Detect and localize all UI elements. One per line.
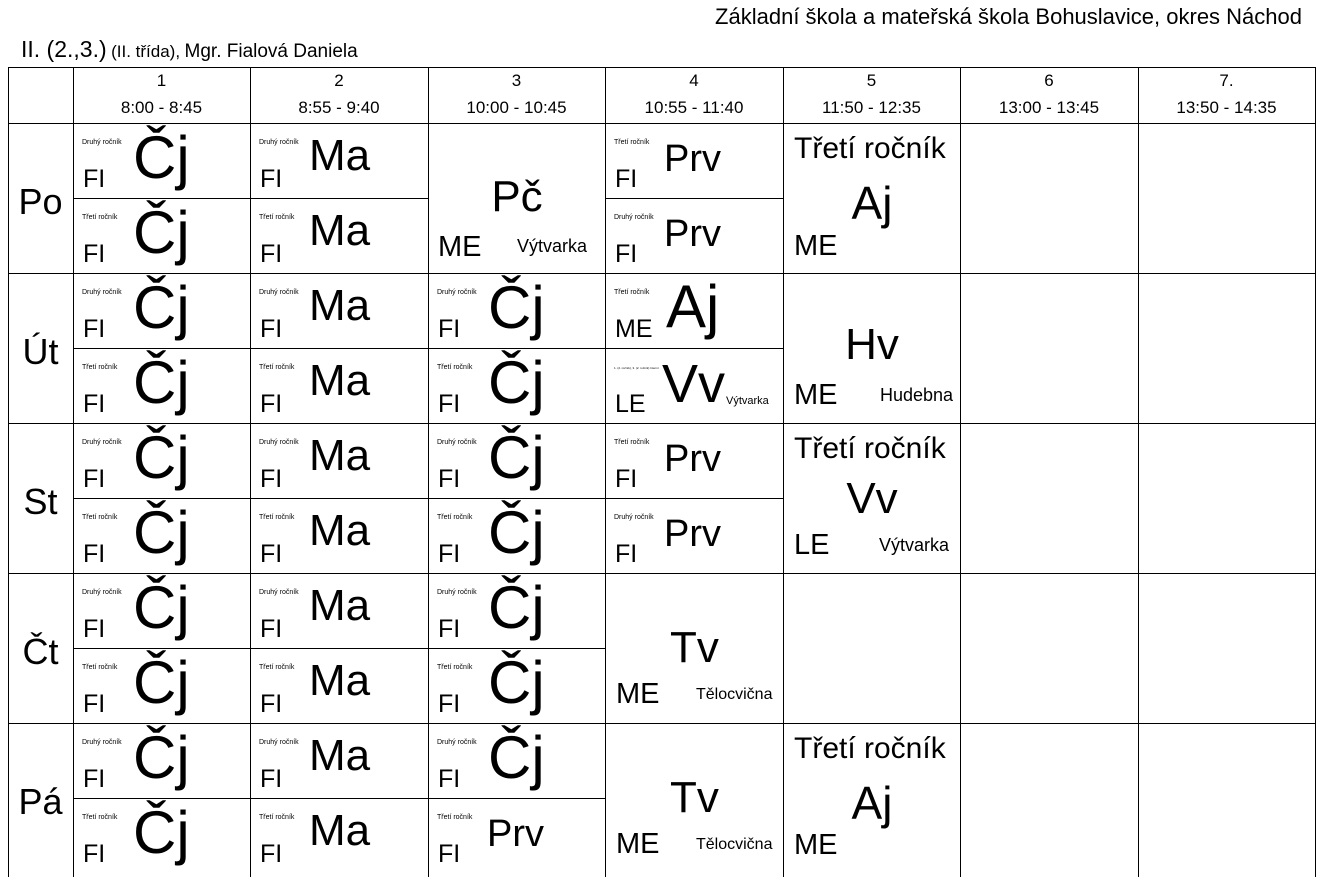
teacher-label: FI [83,465,106,493]
subject-label: Ma [309,131,371,180]
subject-label: Čj [488,574,545,641]
subject-label: Čj [488,349,545,416]
period-time: 10:55 - 11:40 [644,98,744,117]
teacher-label: FI [438,615,461,643]
group-label: Třetí ročník [437,664,473,671]
room-label: Tělocvična [696,836,773,853]
subject-label: Čj [133,424,190,491]
group-label: Druhý ročník [259,439,299,446]
subject-label: Vv [662,354,726,414]
period-number: 2 [334,71,344,90]
period-header-5 [783,71,960,118]
subject-label: Čj [488,499,545,566]
subject-label: Čj [488,649,545,716]
lesson-cell[interactable] [251,424,428,498]
lesson-cell[interactable] [251,724,428,798]
period-number: 4 [689,71,699,90]
teacher-label: FI [615,165,638,193]
teacher-label: FI [260,690,283,718]
subject-label: Ma [309,656,371,705]
teacher-label: FI [260,765,283,793]
group-label: 1. (2. ročník), 3. (2. ročník) Interní [614,366,659,370]
group-label: Druhý ročník [82,139,122,146]
teacher-label: FI [438,690,461,718]
day-label-ut: Út [22,331,59,372]
group-label: Druhý ročník [614,214,654,221]
teacher-label: FI [260,315,283,343]
lesson-cell[interactable] [251,799,428,873]
subject-label: Prv [664,138,721,180]
teacher-label: FI [438,765,461,793]
teacher-label: LE [615,390,646,418]
teacher-label: ME [615,315,653,343]
group-label: Třetí ročník [82,514,118,521]
teacher-label: FI [260,615,283,643]
period-time: 8:00 - 8:45 [120,98,203,117]
group-label: Druhý ročník [259,739,299,746]
subject-label: Vv [846,474,898,523]
lesson-cell[interactable] [606,724,783,877]
group-label: Druhý ročník [82,289,122,296]
room-label: Výtvarka [726,395,769,407]
lesson-cell[interactable] [251,274,428,348]
subject-label: Ma [309,281,371,330]
lesson-cell[interactable] [251,649,428,723]
group-label: Třetí ročník [794,732,946,765]
subject-label: Tv [670,623,719,672]
lesson-cell[interactable] [606,499,783,573]
subject-label: Čj [133,124,190,191]
teacher-label: FI [438,465,461,493]
teacher-label: FI [83,615,106,643]
teacher-label: FI [83,315,106,343]
subject-label: Čj [133,574,190,641]
period-number: 1 [156,71,167,90]
teacher-label: FI [83,540,106,568]
lesson-cell[interactable] [74,574,250,648]
class-description: (II. třída), [111,42,181,61]
teacher-label: ME [794,829,838,861]
teacher-label: FI [260,240,283,268]
teacher-label: FI [615,540,638,568]
day-label-po: Po [18,181,63,222]
group-label: Třetí ročník [259,664,295,671]
lesson-cell[interactable] [251,499,428,573]
lesson-cell[interactable] [429,499,605,573]
group-label: Druhý ročník [259,589,299,596]
lesson-cell[interactable] [606,124,783,198]
period-header-7 [1138,71,1315,118]
group-label: Třetí ročník [259,364,295,371]
group-label: Třetí ročník [82,814,118,821]
period-time: 13:00 - 13:45 [998,98,1100,117]
teacher-label: FI [83,840,106,868]
lesson-cell[interactable] [74,199,250,273]
period-number: 5 [866,71,877,90]
lesson-cell[interactable] [784,424,960,573]
room-label: Hudebna [880,385,954,405]
period-header-6 [960,71,1138,118]
group-label: Třetí ročník [614,139,650,146]
day-label-st: St [23,481,58,522]
period-time: 8:55 - 9:40 [298,98,380,117]
group-label: Třetí ročník [614,289,650,296]
day-label-pa: Pá [18,781,63,822]
lesson-cell[interactable] [429,724,605,798]
group-label: Druhý ročník [82,439,122,446]
lesson-cell[interactable] [606,349,783,423]
group-label: Třetí ročník [259,514,295,521]
lesson-cell[interactable] [606,274,783,348]
group-label: Třetí ročník [437,364,473,371]
teacher-label: FI [260,465,283,493]
teacher-label: ME [794,230,838,262]
teacher-label: FI [260,390,283,418]
teacher-label: FI [438,315,461,343]
subject-label: Čj [488,424,545,491]
lesson-cell[interactable] [429,124,605,273]
subject-label: Ma [309,731,371,780]
lesson-cell[interactable] [784,274,960,423]
group-label: Třetí ročník [614,439,650,446]
subject-label: Ma [309,581,371,630]
lesson-cell[interactable] [74,124,250,198]
lesson-cell[interactable] [251,574,428,648]
teacher-label: FI [83,765,106,793]
school-name: Základní škola a mateřská škola Bohuslavice, okres Náchod [715,4,1302,29]
group-label: Druhý ročník [259,139,299,146]
group-label: Druhý ročník [437,439,477,446]
teacher-label: FI [438,390,461,418]
subject-label: Čj [133,799,190,866]
subject-label: Prv [664,213,721,255]
group-label: Třetí ročník [794,132,946,165]
lesson-cell[interactable] [251,124,428,198]
teacher-label: FI [615,240,638,268]
group-label: Druhý ročník [437,289,477,296]
group-label: Třetí ročník [437,814,473,821]
subject-label: Ma [309,431,371,480]
subject-label: Čj [133,349,190,416]
teacher-label: ME [794,379,838,411]
teacher-label: ME [616,828,660,860]
group-label: Druhý ročník [437,589,477,596]
lesson-cell[interactable] [429,424,605,498]
group-label: Druhý ročník [82,739,122,746]
lesson-cell[interactable] [606,199,783,273]
lesson-cell[interactable] [251,199,428,273]
group-label: Druhý ročník [259,289,299,296]
class-code: II. (2.,3.) [21,36,107,62]
teacher-label: FI [260,840,283,868]
subject-label: Čj [133,649,190,716]
lesson-cell[interactable] [429,574,605,648]
teacher-label: LE [794,529,830,561]
subject-label: Čj [133,274,190,341]
period-header-1 [73,71,250,118]
teacher-label: FI [438,840,461,868]
lesson-cell[interactable] [251,349,428,423]
subject-label: Prv [664,513,721,555]
group-label: Druhý ročník [437,739,477,746]
lesson-cell[interactable] [784,124,960,273]
period-header-2 [250,71,428,118]
teacher-label: FI [260,540,283,568]
period-number: 3 [511,71,522,90]
subject-label: Ma [309,506,371,555]
lesson-cell[interactable] [74,424,250,498]
subject-label: Ma [309,806,371,855]
teacher-label: FI [438,540,461,568]
lesson-cell[interactable] [784,724,960,877]
room-label: Výtvarka [879,535,950,555]
subject-label: Čj [488,724,545,791]
group-label: Druhý ročník [614,514,654,521]
class-title [21,36,358,63]
subject-label: Čj [133,499,190,566]
subject-label: Hv [845,320,899,369]
group-label: Třetí ročník [82,664,118,671]
room-label: Tělocvična [696,686,773,703]
lesson-cell[interactable] [74,274,250,348]
teacher-label: FI [83,240,106,268]
subject-label: Čj [133,199,190,266]
period-time: 10:00 - 10:45 [466,98,567,117]
lesson-cell[interactable] [606,574,783,723]
subject-label: Pč [491,172,543,221]
subject-label: Aj [851,777,893,829]
period-header-4 [605,71,783,118]
subject-label: Čj [488,274,545,341]
teacher-label: FI [615,465,638,493]
group-label: Třetí ročník [82,214,118,221]
subject-label: Ma [309,356,371,405]
subject-label: Prv [664,438,721,480]
period-time: 11:50 - 12:35 [822,98,921,117]
lesson-cell[interactable] [429,274,605,348]
class-teacher: Mgr. Fialová Daniela [184,41,358,62]
lesson-cell[interactable] [74,499,250,573]
group-label: Třetí ročník [259,814,295,821]
lesson-cell[interactable] [606,424,783,498]
room-label: Výtvarka [517,236,588,256]
subject-label: Čj [133,724,190,791]
subject-label: Tv [670,773,719,822]
lesson-cell[interactable] [74,724,250,798]
teacher-label: ME [438,231,482,263]
subject-label: Aj [666,274,720,340]
subject-label: Prv [487,813,544,855]
teacher-label: ME [616,678,660,710]
period-number: 7. [1219,71,1234,90]
subject-label: Aj [851,177,893,229]
lesson-cell[interactable] [74,799,250,873]
subject-label: Ma [309,206,371,255]
lesson-cell[interactable] [429,349,605,423]
group-label: Třetí ročník [82,364,118,371]
period-header-3 [428,71,605,118]
period-number: 6 [1044,71,1054,90]
period-time: 13:50 - 14:35 [1176,98,1277,117]
group-label: Druhý ročník [82,589,122,596]
teacher-label: FI [83,390,106,418]
lesson-cell[interactable] [74,349,250,423]
lesson-cell[interactable] [429,649,605,723]
lesson-cell[interactable] [429,799,605,873]
day-label-ct: Čt [22,631,59,672]
group-label: Třetí ročník [794,432,946,465]
group-label: Třetí ročník [259,214,295,221]
teacher-label: FI [83,690,106,718]
lesson-cell[interactable] [74,649,250,723]
teacher-label: FI [260,165,283,193]
teacher-label: FI [83,165,106,193]
group-label: Třetí ročník [437,514,473,521]
